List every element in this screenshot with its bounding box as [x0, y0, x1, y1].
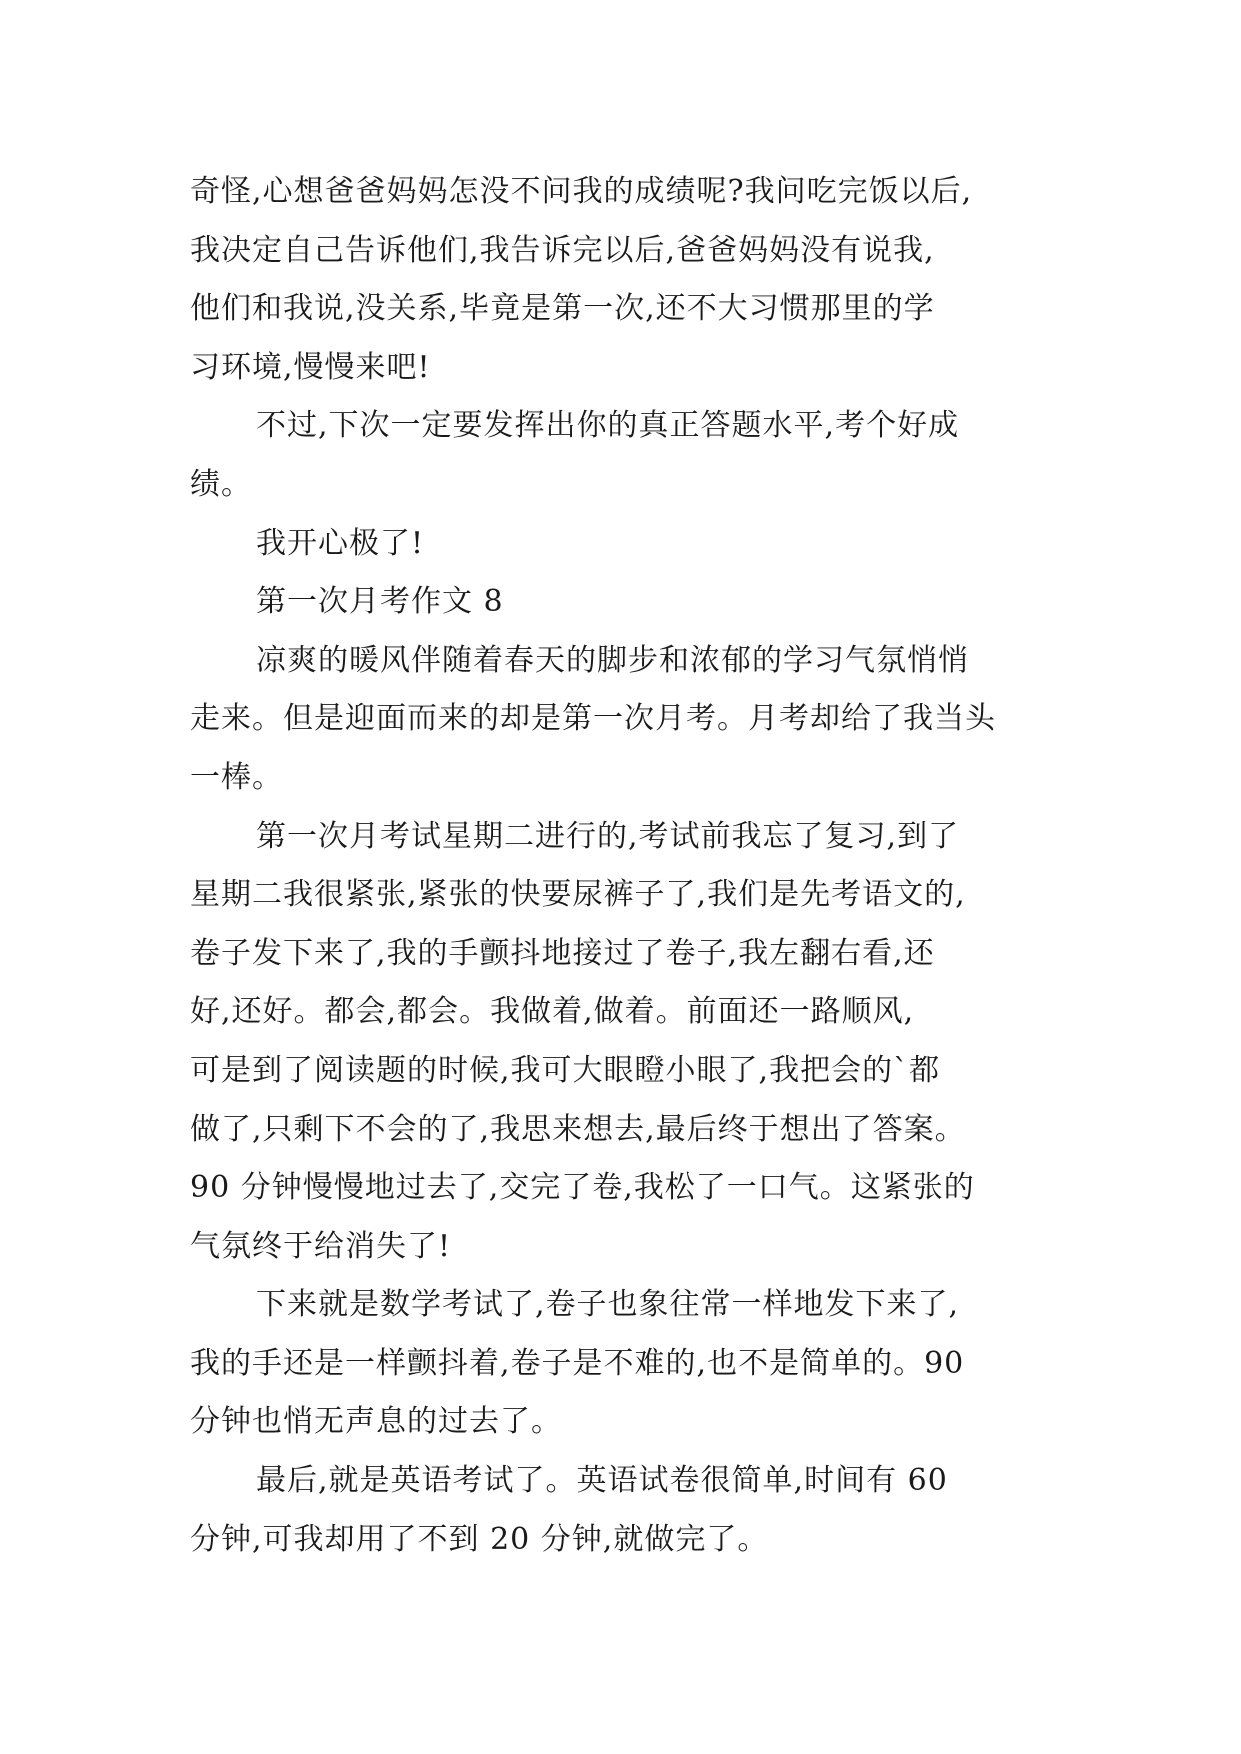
- paragraph-line: 我决定自己告诉他们,我告诉完以后,爸爸妈妈没有说我,: [190, 232, 935, 268]
- paragraph-line: 做了,只剩下不会的了,我思来想去,最后终于想出了答案。: [190, 1111, 966, 1147]
- paragraph-line: 可是到了阅读题的时候,我可大眼瞪小眼了,我把会的`都: [190, 1052, 941, 1088]
- paragraph-line: 卷子发下来了,我的手颤抖地接过了卷子,我左翻右看,还: [190, 935, 935, 971]
- paragraph-line: 最后,就是英语考试了。英语试卷很简单,时间有 60: [256, 1463, 948, 1499]
- paragraph-line: 下来就是数学考试了,卷子也象往常一样地发下来了,: [256, 1287, 960, 1323]
- paragraph-line: 第一次月考试星期二进行的,考试前我忘了复习,到了: [256, 818, 960, 854]
- paragraph-line: 我开心极了!: [256, 525, 425, 561]
- paragraph-line: 好,还好。都会,都会。我做着,做着。前面还一路顺风,: [190, 994, 915, 1030]
- paragraph-line: 我的手还是一样颤抖着,卷子是不难的,也不是简单的。90: [190, 1345, 965, 1381]
- section-heading: 第一次月考作文 8: [256, 584, 504, 620]
- paragraph-line: 他们和我说,没关系,毕竟是第一次,还不大习惯那里的学: [190, 291, 935, 327]
- paragraph-line: 分钟也悄无声息的过去了。: [190, 1404, 562, 1440]
- paragraph-line: 90 分钟慢慢地过去了,交完了卷,我松了一口气。这紧张的: [190, 1170, 975, 1206]
- paragraph-line: 绩。: [190, 466, 252, 502]
- paragraph-line: 走来。但是迎面而来的却是第一次月考。月考却给了我当头: [190, 701, 996, 737]
- paragraph-line: 不过,下次一定要发挥出你的真正答题水平,考个好成: [256, 408, 960, 444]
- paragraph-line: 一棒。: [190, 759, 283, 795]
- paragraph-line: 星期二我很紧张,紧张的快要尿裤子了,我们是先考语文的,: [190, 877, 966, 913]
- document-body: [190, 163, 1050, 1569]
- paragraph-line: 分钟,可我却用了不到 20 分钟,就做完了。: [190, 1521, 769, 1557]
- paragraph-line: 习环境,慢慢来吧!: [190, 349, 431, 385]
- paragraph-line: 凉爽的暖风伴随着春天的脚步和浓郁的学习气氛悄悄: [256, 642, 969, 678]
- paragraph-line: 奇怪,心想爸爸妈妈怎没不问我的成绩呢?我问吃完饭以后,: [190, 174, 973, 209]
- paragraph-line: 气氛终于给消失了!: [190, 1228, 452, 1264]
